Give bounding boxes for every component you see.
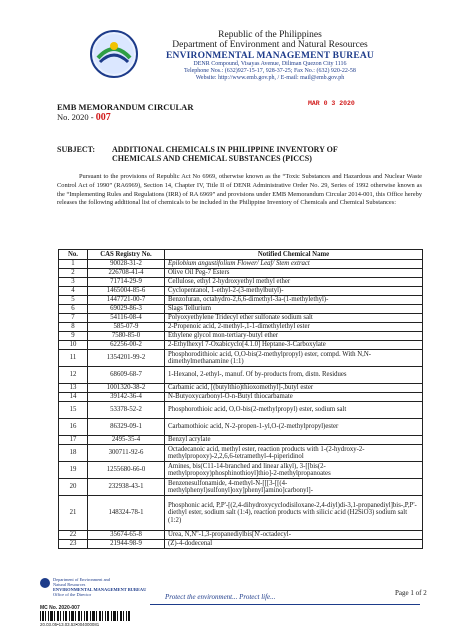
row-cas: 1447721-00-7	[88, 296, 165, 305]
row-cas: 300711-92-6	[88, 445, 165, 462]
row-cas: 71714-29-9	[88, 278, 165, 287]
row-no: 17	[59, 436, 88, 445]
row-name: 2-Ethylhexyl 7-Oxabicyclo[4.1.0] Heptane-3-Carboxylate	[165, 341, 423, 350]
table-row	[59, 260, 423, 269]
row-cas: 1001320-38-2	[88, 384, 165, 393]
row-no: 7	[59, 314, 88, 323]
row-name: Cyclopentanol, 1-ethyl-2-(3-methylbutyl)-	[165, 287, 423, 296]
row-cas: 68609-68-7	[88, 367, 165, 384]
row-cas: 53378-52-2	[88, 402, 165, 419]
table-row	[59, 393, 423, 402]
row-name: Olive Oil Peg-7 Esters	[165, 269, 423, 278]
telephone-line: Telephone Nos.: (632)927-15-17, 928-37-25; Fax No.: (632) 920-22-58	[184, 67, 356, 74]
row-cas: 86329-09-1	[88, 419, 165, 436]
table-row	[59, 531, 423, 540]
row-no: 23	[59, 540, 88, 549]
address-line: DENR Compound, Visayas Avenue, Diliman Quezon City 1116	[193, 61, 347, 68]
memo-title: EMB MEMORANDUM CIRCULAR	[57, 102, 194, 112]
row-cas: 90028-31-2	[88, 260, 165, 269]
header-cas: CAS Registry No.	[88, 250, 165, 260]
row-name: Carbamic acid, [(butylthio)thioxomethyl]-,butyl ester	[165, 384, 423, 393]
row-cas: 1354201-99-2	[88, 350, 165, 367]
row-name: 2-Propenoic acid, 2-methyl-,1-1-dimethylethyl ester	[165, 323, 423, 332]
table-row	[59, 445, 423, 462]
header-name: Notified Chemical Name	[165, 250, 423, 260]
row-no: 11	[59, 350, 88, 367]
row-no: 16	[59, 419, 88, 436]
body-paragraph: Pursuant to the provisions of Republic Act No 6969, otherwise known as the “Toxic Substances and Hazardous and Nuclear Waste Control Act of 1990” (RA6969), Section 14, Chapter IV, Title II of DENR Administrative Order No. 29, Series of 1992 otherwise known as the “Implementing Rules and Regulations (IRR) of RA 6969” and provisions under EMB Memorandum Circular 2014-001, this Office hereby releases the following additional list of chemicals to be included in the Philippine Inventory of Chemicals and Chemical Substances:	[57, 173, 422, 207]
page-number: Page 1 of 2	[395, 589, 427, 597]
table-row	[59, 462, 423, 479]
row-cas: 1255680-66-0	[88, 462, 165, 479]
row-cas: 585-07-9	[88, 323, 165, 332]
row-name: 1-Hexanol, 2-ethyl-, manuf. Of by-products from, distn. Residues	[165, 367, 423, 384]
footer-org-line-2: Natural Resources	[53, 582, 86, 588]
row-name: Slags Tellurium	[165, 305, 423, 314]
footer-org-line-3: ENVIRONMENTAL MANAGEMENT BUREAU	[53, 587, 147, 593]
row-no: 3	[59, 278, 88, 287]
row-no: 18	[59, 445, 88, 462]
table-row	[59, 479, 423, 496]
row-cas: 7580-85-0	[88, 332, 165, 341]
table-row	[59, 350, 423, 367]
row-no: 20	[59, 479, 88, 496]
row-no: 22	[59, 531, 88, 540]
row-name: Epilobium angustifolium Flower/ Leaf/ Stem extract	[165, 260, 423, 269]
row-name: Cellulose, ethyl 2-hydroxyethyl methyl ether	[165, 278, 423, 287]
footer-org-block	[53, 577, 163, 597]
subject-label: SUBJECT:	[57, 145, 96, 154]
table-row	[59, 332, 423, 341]
row-no: 13	[59, 384, 88, 393]
row-name: Polyoxyethylene Tridecyl ether sulfonate sodium salt	[165, 314, 423, 323]
row-cas: 2495-35-4	[88, 436, 165, 445]
row-no: 12	[59, 367, 88, 384]
row-name: Ethylene glycol mon-tertiary-butyl ether	[165, 332, 423, 341]
row-name: Benzofuran, octahydro-2,6,6-dimethyl-3a-(1-methylethyl)-	[165, 296, 423, 305]
denr-logo	[90, 30, 138, 78]
table-row	[59, 341, 423, 350]
table-row	[59, 367, 423, 384]
memo-no-label: No. 2020 -	[57, 112, 94, 123]
row-cas: 69029-86-3	[88, 305, 165, 314]
table-row	[59, 305, 423, 314]
department-line: Department of Environment and Natural Resources	[172, 40, 368, 51]
republic-line: Republic of the Philippines	[218, 30, 322, 40]
row-name: Carbamothioic acid, N-2-propen-1-yl,O-(2-methylpropyl)ester	[165, 419, 423, 436]
barcode	[40, 611, 132, 621]
row-cas: 232938-43-1	[88, 479, 165, 496]
table-row	[59, 314, 423, 323]
subject-block	[57, 145, 338, 164]
subject-line-2: CHEMICALS AND CHEMICAL SUBSTANCES (PICCS)	[112, 154, 312, 164]
memo-circular-heading	[57, 103, 193, 123]
row-no: 14	[59, 393, 88, 402]
row-no: 8	[59, 323, 88, 332]
date-stamp: MAR 0 3 2020	[308, 100, 355, 107]
bureau-name: ENVIRONMENTAL MANAGEMENT BUREAU	[165, 50, 374, 61]
table-header-row	[59, 250, 423, 260]
row-no: 9	[59, 332, 88, 341]
row-cas: 21944-98-9	[88, 540, 165, 549]
row-cas: 35674-65-8	[88, 531, 165, 540]
row-name: Phosphonic acid, P,P'-[(2,4-dihydroxycyclodisiloxane-2,4-diyl)di-3,1-propanediyl]bis-,P,P'-diethyl ester, sodium salt (1:4), reaction products with silicic acid (H2SiO3) sodium salt (1:2)	[165, 496, 423, 531]
row-no: 2	[59, 269, 88, 278]
table-row	[59, 296, 423, 305]
row-no: 19	[59, 462, 88, 479]
row-cas: 1465004-85-6	[88, 287, 165, 296]
row-cas: 54116-08-4	[88, 314, 165, 323]
table-row	[59, 419, 423, 436]
row-name: Phosphorothioic acid, O,O-bis(2-methylpropyl) ester, sodium salt	[165, 402, 423, 419]
table-row	[59, 278, 423, 287]
row-cas: 62256-00-2	[88, 341, 165, 350]
row-name: Benzenesulfonamide, 4-methyl-N-[[[3-[[(4-methylphenyl)sulfonyl]oxy]phenyl]amino]carbonyl]-	[165, 479, 423, 496]
row-cas: 39142-36-4	[88, 393, 165, 402]
header-no: No.	[59, 250, 88, 260]
row-no: 1	[59, 260, 88, 269]
row-name: (Z)-4-dodecenal	[165, 540, 423, 549]
row-no: 15	[59, 402, 88, 419]
row-name: Phosphorodithioic acid, O,O-bis(2-methylpropyl) ester, compd. With N,N-dimethylmethanamine (1:1)	[165, 350, 423, 367]
footer-org-line-1: Department of Environment and	[53, 577, 110, 582]
footer-logo	[40, 578, 50, 588]
footer-org-line-4: Office of the Director	[53, 592, 92, 598]
table-row	[59, 323, 423, 332]
row-no: 5	[59, 296, 88, 305]
table-row	[59, 384, 423, 393]
footer-slogan: Protect the environment... Protect life...	[165, 593, 276, 601]
row-name: Urea, N,N''-1,3-propanediylbis[N'-octadecyl-	[165, 531, 423, 540]
letterhead	[140, 30, 400, 81]
table-row	[59, 269, 423, 278]
table-row	[59, 436, 423, 445]
mc-number-label: MC No. 2020-007	[40, 605, 80, 611]
footer-divider	[150, 604, 420, 605]
row-name: N-Butyoxycarbonyl-O-n-Butyl thiocarbamate	[165, 393, 423, 402]
table-row	[59, 540, 423, 549]
table-row	[59, 496, 423, 531]
row-name: Octadecanoic acid, methyl ester, reaction products with 1-(2-hydroxy-2-methylpropoxy)-2,2,6,6-tetramethyl-4-piperidinol	[165, 445, 423, 462]
table-row	[59, 287, 423, 296]
subject-line-1: ADDITIONAL CHEMICALS IN PHILIPPINE INVENTORY OF	[112, 145, 338, 154]
row-cas: 148324-78-1	[88, 496, 165, 531]
barcode-number: 20.03.05•13.03.53•004000081	[40, 622, 100, 627]
row-no: 4	[59, 287, 88, 296]
row-no: 6	[59, 305, 88, 314]
table-row	[59, 402, 423, 419]
row-cas: 226708-41-4	[88, 269, 165, 278]
row-no: 21	[59, 496, 88, 531]
row-name: Benzyl acrylate	[165, 436, 423, 445]
row-no: 10	[59, 341, 88, 350]
memo-no-value: 007	[95, 112, 111, 124]
chemical-table	[58, 249, 423, 549]
row-name: Amines, bis(C11-14-branched and linear alkyl), 3-[[bis(2-methylpropoxy)phosphinothioyl]thio]-2-methylpropanoates	[165, 462, 423, 479]
website-line: Website: http://www.emb.gov.ph, / E-mail: mail@emb.gov.ph	[195, 74, 345, 81]
